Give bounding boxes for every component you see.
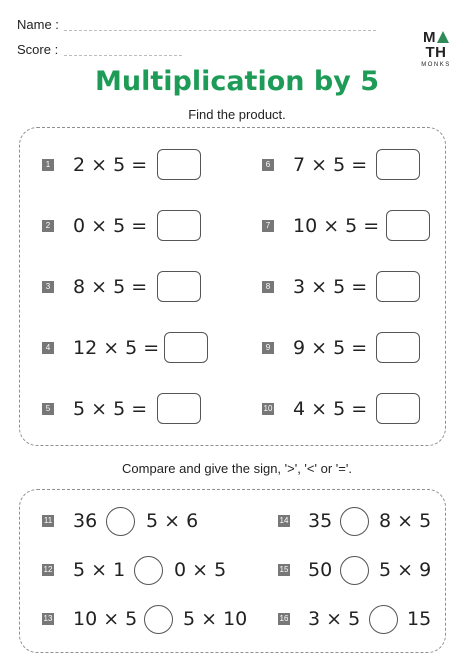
problem-number: 16 — [279, 614, 289, 623]
answer-box[interactable] — [157, 210, 201, 241]
compare-right: 15 — [407, 608, 432, 630]
problem-expression: 8 × 5 = — [73, 276, 148, 298]
problem-number: 13 — [43, 614, 53, 623]
problem-number: 5 — [42, 403, 54, 415]
problem-number: 4 — [42, 342, 54, 354]
problem-number: 11 — [43, 516, 53, 525]
problem-expression: 2 × 5 = — [73, 154, 148, 176]
problem-number: 14 — [279, 516, 289, 525]
score-line[interactable] — [64, 55, 182, 56]
name-line[interactable] — [64, 30, 376, 31]
answer-box[interactable] — [376, 149, 420, 180]
problem-expression: 3 × 5 = — [293, 276, 368, 298]
compare-left: 50 — [308, 559, 333, 581]
answer-box[interactable] — [376, 393, 420, 424]
compare-circle[interactable] — [134, 556, 163, 585]
problem-number: 9 — [262, 342, 274, 354]
section1-instruction: Find the product. — [188, 107, 286, 122]
problem-number: 10 — [263, 404, 273, 413]
problem-number: 12 — [43, 565, 53, 574]
answer-box[interactable] — [157, 271, 201, 302]
problem-number: 1 — [42, 159, 54, 171]
problem-expression: 0 × 5 = — [73, 215, 148, 237]
compare-right: 8 × 5 — [379, 510, 432, 532]
problem-number: 15 — [279, 565, 289, 574]
compare-circle[interactable] — [144, 605, 173, 634]
problem-expression: 10 × 5 = — [293, 215, 380, 237]
answer-box[interactable] — [376, 332, 420, 363]
compare-circle[interactable] — [340, 507, 369, 536]
logo-letter-m: M — [423, 29, 436, 46]
problem-number: 2 — [42, 220, 54, 232]
compare-right: 5 × 9 — [379, 559, 432, 581]
math-monks-logo — [414, 30, 458, 68]
answer-box[interactable] — [376, 271, 420, 302]
compare-right: 0 × 5 — [174, 559, 227, 581]
score-label: Score : — [17, 42, 59, 57]
logo-triangle-icon — [437, 31, 449, 43]
section2-instruction: Compare and give the sign, '>', '<' or '='. — [122, 461, 352, 476]
answer-box[interactable] — [157, 149, 201, 180]
answer-box[interactable] — [164, 332, 208, 363]
problem-expression: 5 × 5 = — [73, 398, 148, 420]
compare-right: 5 × 10 — [183, 608, 248, 630]
compare-circle[interactable] — [106, 507, 135, 536]
compare-circle[interactable] — [369, 605, 398, 634]
problem-number: 3 — [42, 281, 54, 293]
problem-expression: 7 × 5 = — [293, 154, 368, 176]
answer-box[interactable] — [386, 210, 430, 241]
logo-letters-th: TH — [425, 44, 447, 61]
logo-subtitle: MONKS — [421, 62, 451, 68]
problem-number: 6 — [262, 159, 274, 171]
problem-number: 7 — [262, 220, 274, 232]
page-title: Multiplication by 5 — [94, 66, 379, 97]
compare-circle[interactable] — [340, 556, 369, 585]
compare-left: 36 — [73, 510, 98, 532]
problem-expression: 12 × 5 = — [73, 337, 160, 359]
compare-left: 5 × 1 — [73, 559, 126, 581]
compare-left: 35 — [308, 510, 333, 532]
compare-left: 10 × 5 — [73, 608, 138, 630]
name-label: Name : — [17, 17, 59, 32]
compare-left: 3 × 5 — [308, 608, 361, 630]
answer-box[interactable] — [157, 393, 201, 424]
problem-number: 8 — [262, 281, 274, 293]
compare-right: 5 × 6 — [146, 510, 199, 532]
problem-expression: 9 × 5 = — [293, 337, 368, 359]
problem-expression: 4 × 5 = — [293, 398, 368, 420]
